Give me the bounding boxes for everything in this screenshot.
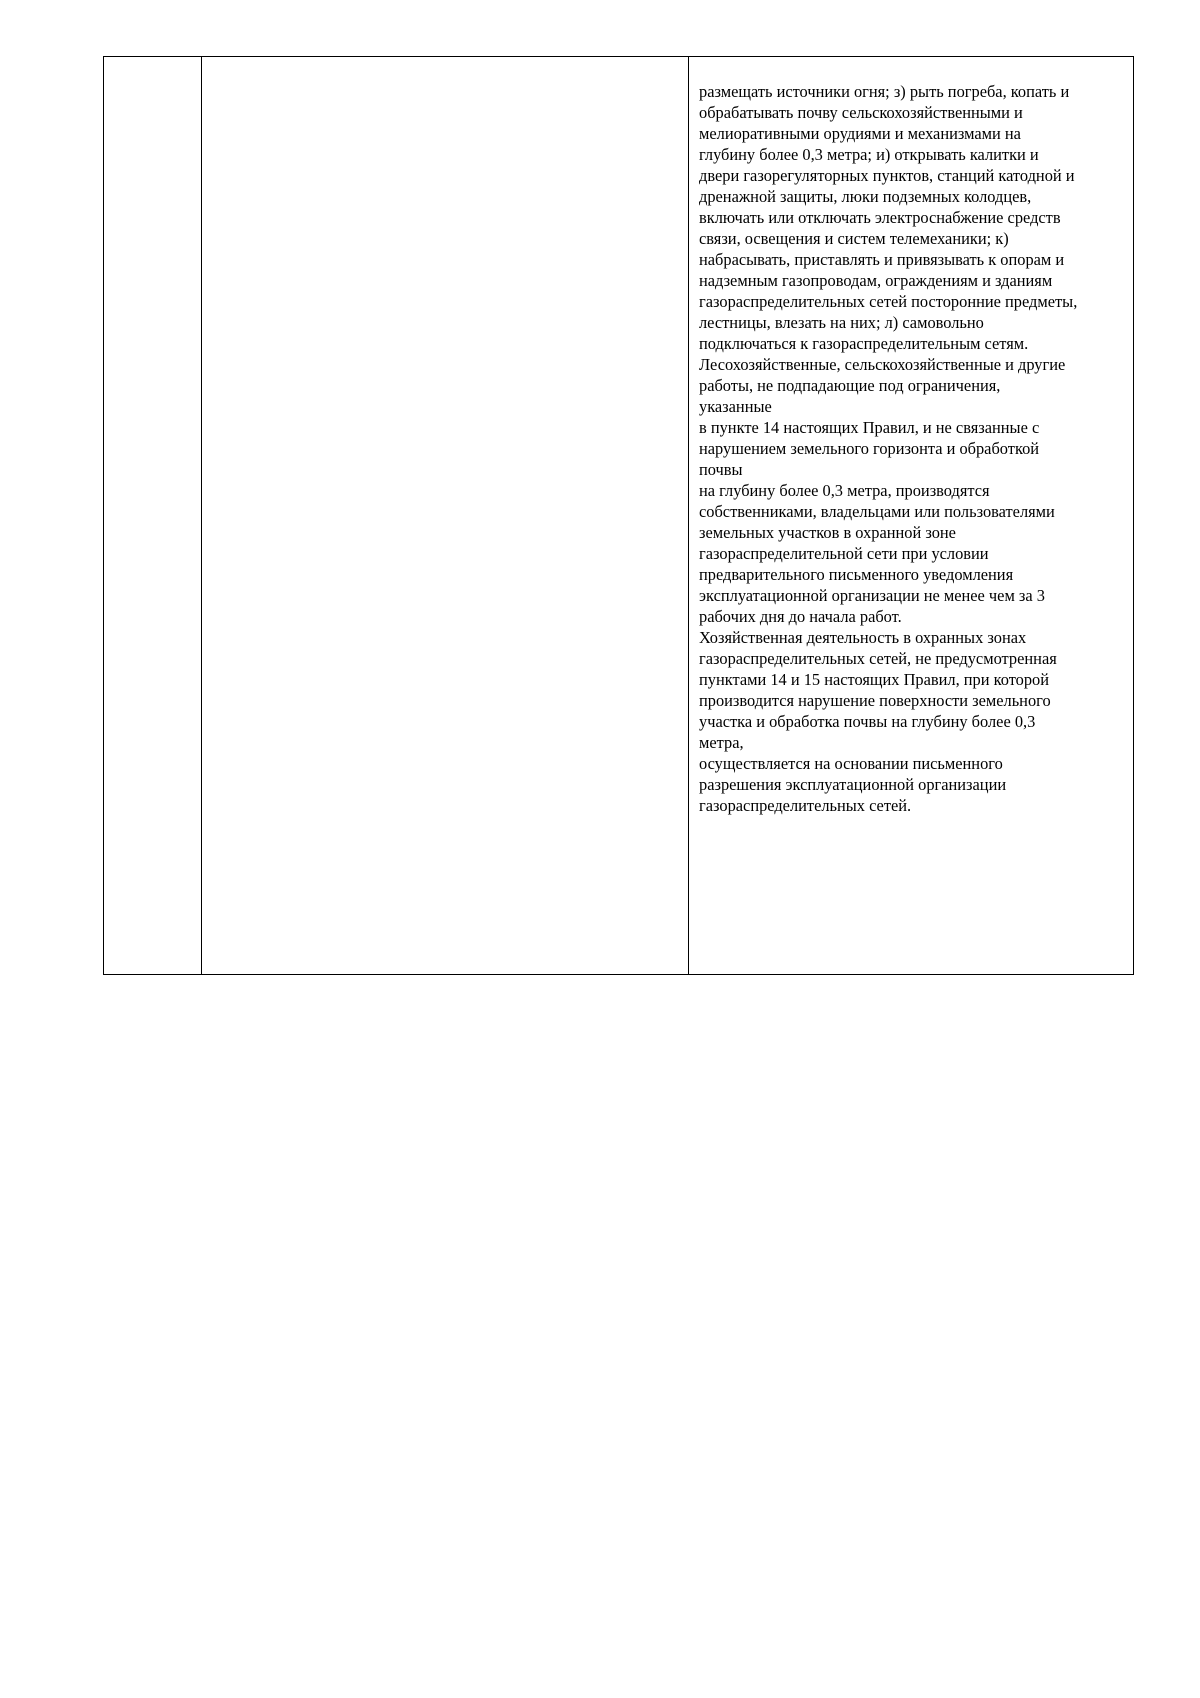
- text-line: подключаться к газораспределительным сетям.: [699, 334, 1029, 353]
- text-line: размещать источники огня; з) рыть погреба, копать и: [699, 82, 1070, 101]
- cell-2-text: [202, 57, 688, 81]
- text-line: нарушением земельного горизонта и обработкой: [699, 439, 1040, 458]
- text-line: участка и обработка почвы на глубину более 0,3: [699, 712, 1036, 731]
- text-line: предварительного письменного уведомления: [699, 565, 1014, 584]
- table-cell-1: [104, 57, 202, 975]
- text-line: рабочих дня до начала работ.: [699, 607, 902, 626]
- table-cell-2: [202, 57, 689, 975]
- cell-1-text: [104, 57, 201, 81]
- document-table: [103, 56, 1134, 975]
- text-line: глубину более 0,3 метра; и) открывать калитки и: [699, 145, 1039, 164]
- text-line: земельных участков в охранной зоне: [699, 523, 956, 542]
- text-line: работы, не подпадающие под ограничения,: [699, 376, 1001, 395]
- table-row: [104, 57, 1134, 975]
- text-line: газораспределительных сетей, не предусмотренная: [699, 649, 1057, 668]
- text-line: двери газорегуляторных пунктов, станций катодной и: [699, 166, 1075, 185]
- text-line: Лесохозяйственные, сельскохозяйственные и другие: [699, 355, 1066, 374]
- text-line: надземным газопроводам, ограждениям и зданиям: [699, 271, 1053, 290]
- text-line: на глубину более 0,3 метра, производятся: [699, 481, 990, 500]
- text-line: мелиоративными орудиями и механизмами на: [699, 124, 1021, 143]
- text-line: дренажной защиты, люки подземных колодцев,: [699, 187, 1032, 206]
- text-line: разрешения эксплуатационной организации: [699, 775, 1007, 794]
- text-line: почвы: [699, 460, 743, 479]
- cell-3-text: [689, 57, 1133, 816]
- text-line: лестницы, влезать на них; л) самовольно: [699, 313, 984, 332]
- text-line: газораспределительных сетей посторонние предметы,: [699, 292, 1078, 311]
- text-line: в пункте 14 настоящих Правил, и не связанные с: [699, 418, 1040, 437]
- text-line: Хозяйственная деятельность в охранных зонах: [699, 628, 1027, 647]
- text-line: газораспределительных сетей.: [699, 796, 912, 815]
- table-cell-3: [689, 57, 1134, 975]
- text-line: производится нарушение поверхности земельного: [699, 691, 1051, 710]
- text-line: включать или отключать электроснабжение средств: [699, 208, 1061, 227]
- text-line: метра,: [699, 733, 744, 752]
- text-line: пунктами 14 и 15 настоящих Правил, при которой: [699, 670, 1050, 689]
- text-line: осуществляется на основании письменного: [699, 754, 1003, 773]
- text-line: эксплуатационной организации не менее чем за 3: [699, 586, 1045, 605]
- text-line: указанные: [699, 397, 772, 416]
- text-line: газораспределительной сети при условии: [699, 544, 989, 563]
- text-line: обрабатывать почву сельскохозяйственными и: [699, 103, 1023, 122]
- text-line: связи, освещения и систем телемеханики; к): [699, 229, 1009, 248]
- text-line: собственниками, владельцами или пользователями: [699, 502, 1055, 521]
- text-line: набрасывать, приставлять и привязывать к опорам и: [699, 250, 1065, 269]
